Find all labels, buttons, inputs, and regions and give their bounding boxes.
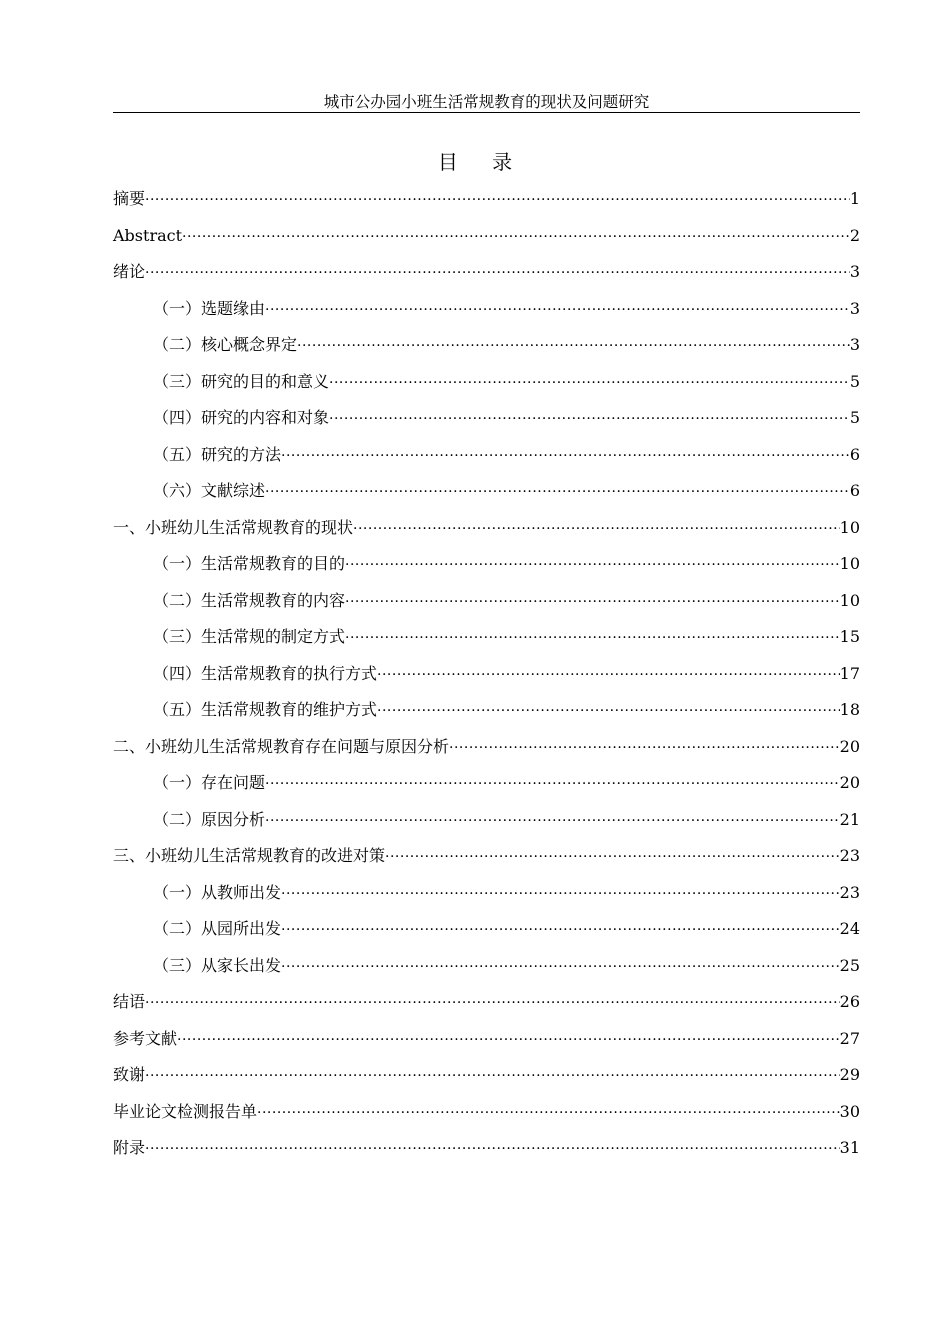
toc-entry[interactable] bbox=[113, 510, 860, 547]
toc-entry-label: 绪论 bbox=[113, 262, 146, 281]
toc-entry[interactable] bbox=[113, 729, 860, 766]
toc-entry[interactable] bbox=[113, 984, 860, 1021]
toc-dot-leader bbox=[145, 985, 840, 1022]
toc-dot-leader bbox=[265, 474, 850, 511]
toc-entry-label: （一）生活常规教育的目的 bbox=[153, 554, 346, 573]
toc-entry-label: 摘要 bbox=[113, 189, 146, 208]
toc-entry[interactable] bbox=[113, 291, 860, 328]
toc-dot-leader bbox=[177, 1022, 840, 1059]
toc-entry-page: 23 bbox=[839, 846, 860, 865]
toc-entry[interactable] bbox=[113, 948, 860, 985]
toc-entry-page: 25 bbox=[839, 955, 860, 975]
toc-entry[interactable] bbox=[113, 400, 860, 437]
toc-dot-leader bbox=[449, 730, 840, 767]
toc-dot-leader bbox=[257, 1095, 840, 1132]
toc-dot-leader bbox=[281, 438, 850, 475]
toc-dot-leader bbox=[329, 401, 850, 438]
toc-entry-label: （四）研究的内容和对象 bbox=[153, 408, 330, 427]
toc-entry-page: 24 bbox=[839, 919, 860, 938]
toc-entry-page: 1 bbox=[849, 189, 860, 208]
toc-dot-leader bbox=[145, 1131, 840, 1168]
toc-entry-label: （一）从教师出发 bbox=[153, 882, 282, 902]
toc-entry-page: 10 bbox=[839, 590, 860, 610]
toc-entry[interactable] bbox=[113, 437, 860, 474]
toc-entry-label: 结语 bbox=[113, 992, 146, 1011]
toc-entry-page: 20 bbox=[839, 773, 860, 792]
toc-entry[interactable] bbox=[113, 692, 860, 729]
toc-entry-label: 参考文献 bbox=[113, 1028, 178, 1048]
toc-entry-label: （二）核心概念界定 bbox=[153, 335, 298, 354]
toc-entry-label: 致谢 bbox=[113, 1065, 146, 1084]
toc-entry-page: 6 bbox=[849, 444, 860, 464]
toc-entry-page: 31 bbox=[839, 1138, 860, 1157]
toc-entry-label: 毕业论文检测报告单 bbox=[113, 1101, 258, 1121]
toc-dot-leader bbox=[281, 876, 840, 913]
toc-dot-leader bbox=[353, 511, 840, 548]
toc-dot-leader bbox=[281, 912, 840, 949]
toc-entry-label: （五）研究的方法 bbox=[153, 444, 282, 464]
toc-dot-leader bbox=[345, 584, 840, 621]
toc-entry-page: 27 bbox=[839, 1028, 860, 1048]
toc-dot-leader bbox=[265, 803, 840, 840]
toc-entry[interactable] bbox=[113, 838, 860, 875]
toc-entry-page: 23 bbox=[839, 882, 860, 902]
toc-entry[interactable] bbox=[113, 327, 860, 364]
toc-entry-page: 5 bbox=[849, 371, 860, 391]
toc-entry-page: 10 bbox=[839, 517, 860, 537]
toc-entry[interactable] bbox=[113, 802, 860, 839]
toc-entry[interactable] bbox=[113, 583, 860, 620]
toc-entry[interactable] bbox=[113, 218, 860, 255]
toc-dot-leader bbox=[145, 1058, 840, 1095]
toc-entry-page: 29 bbox=[839, 1065, 860, 1084]
toc-entry-label: （一）存在问题 bbox=[153, 773, 266, 792]
toc-dot-leader bbox=[385, 839, 840, 876]
toc-entry-label: 三、小班幼儿生活常规教育的改进对策 bbox=[113, 846, 386, 865]
toc-entry[interactable] bbox=[113, 911, 860, 948]
toc-entry[interactable] bbox=[113, 254, 860, 291]
toc-entry-page: 17 bbox=[839, 663, 860, 683]
toc-entry-page: 26 bbox=[839, 992, 860, 1011]
toc-dot-leader bbox=[345, 547, 840, 584]
toc-entry[interactable] bbox=[113, 1057, 860, 1094]
toc-entry-label: （一）选题缘由 bbox=[153, 298, 266, 318]
toc-dot-leader bbox=[145, 255, 850, 292]
toc-entry[interactable] bbox=[113, 1130, 860, 1167]
toc-entry[interactable] bbox=[113, 1021, 860, 1058]
toc-entry[interactable] bbox=[113, 765, 860, 802]
toc-entry-page: 2 bbox=[849, 225, 860, 245]
toc-entry[interactable] bbox=[113, 875, 860, 912]
toc-dot-leader bbox=[345, 620, 840, 657]
toc-entry-label: （三）生活常规的制定方式 bbox=[153, 627, 346, 646]
toc-entry-page: 20 bbox=[839, 736, 860, 756]
toc-entry-label: （二）从园所出发 bbox=[153, 919, 282, 938]
toc-entry[interactable] bbox=[113, 619, 860, 656]
toc-dot-leader bbox=[377, 693, 840, 730]
toc-entry-page: 21 bbox=[839, 809, 860, 829]
toc-entry-label: （二）生活常规教育的内容 bbox=[153, 590, 346, 610]
toc-entry-page: 6 bbox=[849, 481, 860, 500]
toc-list bbox=[113, 181, 860, 1167]
toc-entry[interactable] bbox=[113, 1094, 860, 1131]
toc-entry[interactable] bbox=[113, 473, 860, 510]
toc-entry-label: 附录 bbox=[113, 1138, 146, 1157]
toc-entry-label: （六）文献综述 bbox=[153, 481, 266, 500]
toc-entry-page: 18 bbox=[839, 700, 860, 719]
toc-entry-label: （四）生活常规教育的执行方式 bbox=[153, 663, 378, 683]
toc-entry[interactable] bbox=[113, 364, 860, 401]
toc-entry-page: 10 bbox=[839, 554, 860, 573]
toc-entry-label: 一、小班幼儿生活常规教育的现状 bbox=[113, 517, 354, 537]
toc-entry-page: 30 bbox=[839, 1101, 860, 1121]
toc-dot-leader bbox=[145, 182, 850, 219]
toc-dot-leader bbox=[377, 657, 840, 694]
toc-entry-label: （三）从家长出发 bbox=[153, 955, 282, 975]
toc-entry-label: （三）研究的目的和意义 bbox=[153, 371, 330, 391]
toc-dot-leader bbox=[329, 365, 850, 402]
toc-entry-page: 5 bbox=[849, 408, 860, 427]
toc-dot-leader bbox=[297, 328, 850, 365]
toc-entry-label: （二）原因分析 bbox=[153, 809, 266, 829]
toc-entry-label: 二、小班幼儿生活常规教育存在问题与原因分析 bbox=[113, 736, 450, 756]
toc-dot-leader bbox=[281, 949, 840, 986]
toc-dot-leader bbox=[182, 219, 850, 256]
toc-entry[interactable] bbox=[113, 656, 860, 693]
running-header: 城市公办园小班生活常规教育的现状及问题研究 bbox=[113, 92, 860, 113]
toc-dot-leader bbox=[265, 766, 840, 803]
toc-entry[interactable] bbox=[113, 181, 860, 218]
toc-dot-leader bbox=[265, 292, 850, 329]
toc-entry-page: 3 bbox=[849, 262, 860, 281]
toc-entry-page: 3 bbox=[849, 298, 860, 318]
toc-entry-page: 3 bbox=[849, 335, 860, 354]
toc-entry-page: 15 bbox=[839, 627, 860, 646]
toc-entry[interactable] bbox=[113, 546, 860, 583]
toc-entry-label: Abstract bbox=[113, 225, 183, 245]
toc-entry-label: （五）生活常规教育的维护方式 bbox=[153, 700, 378, 719]
toc-title: 目 录 bbox=[437, 150, 527, 174]
